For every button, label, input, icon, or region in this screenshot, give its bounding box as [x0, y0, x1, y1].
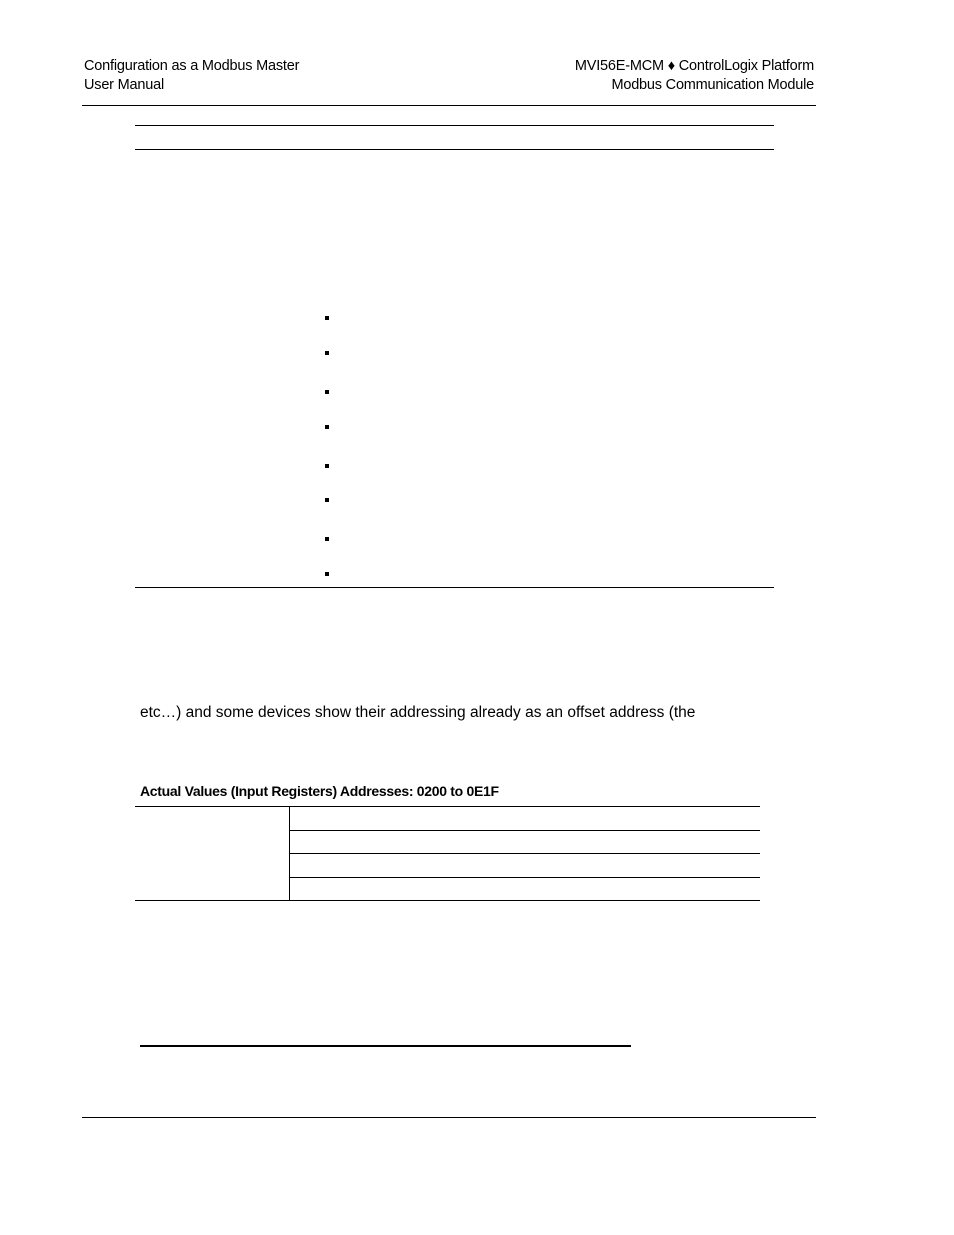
- register-table-row-rule: [289, 830, 760, 831]
- header-rule: [82, 105, 816, 106]
- header-right: [575, 57, 814, 95]
- register-table-column-divider: [289, 806, 290, 900]
- bullet-marker: [325, 316, 329, 320]
- bullet-marker: [325, 498, 329, 502]
- header-chapter-title: Configuration as a Modbus Master: [84, 58, 300, 74]
- register-table-bottom-rule: [135, 900, 760, 901]
- table-header-rule: [135, 149, 774, 150]
- register-table-row-rule: [289, 877, 760, 878]
- section-rule: [140, 1045, 631, 1047]
- bullet-marker: [325, 425, 329, 429]
- register-table-row-rule: [289, 853, 760, 854]
- bullet-marker: [325, 351, 329, 355]
- bullet-marker: [325, 464, 329, 468]
- header-left: [84, 57, 299, 95]
- table-top-rule: [135, 125, 774, 126]
- header-product-description: Modbus Communication Module: [611, 77, 814, 93]
- table-caption: Actual Values (Input Registers) Addresses: 0200 to 0E1F: [140, 783, 499, 799]
- header-document-type: User Manual: [84, 77, 164, 93]
- register-table-top-rule: [135, 806, 760, 807]
- bullet-marker: [325, 572, 329, 576]
- header-product-name: MVI56E-MCM ♦ ControlLogix Platform: [574, 58, 814, 74]
- body-paragraph: etc…) and some devices show their addressing already as an offset address (the: [140, 704, 696, 721]
- table-bottom-rule: [135, 587, 774, 588]
- bullet-marker: [325, 390, 329, 394]
- bullet-marker: [325, 537, 329, 541]
- footer-rule: [82, 1117, 816, 1118]
